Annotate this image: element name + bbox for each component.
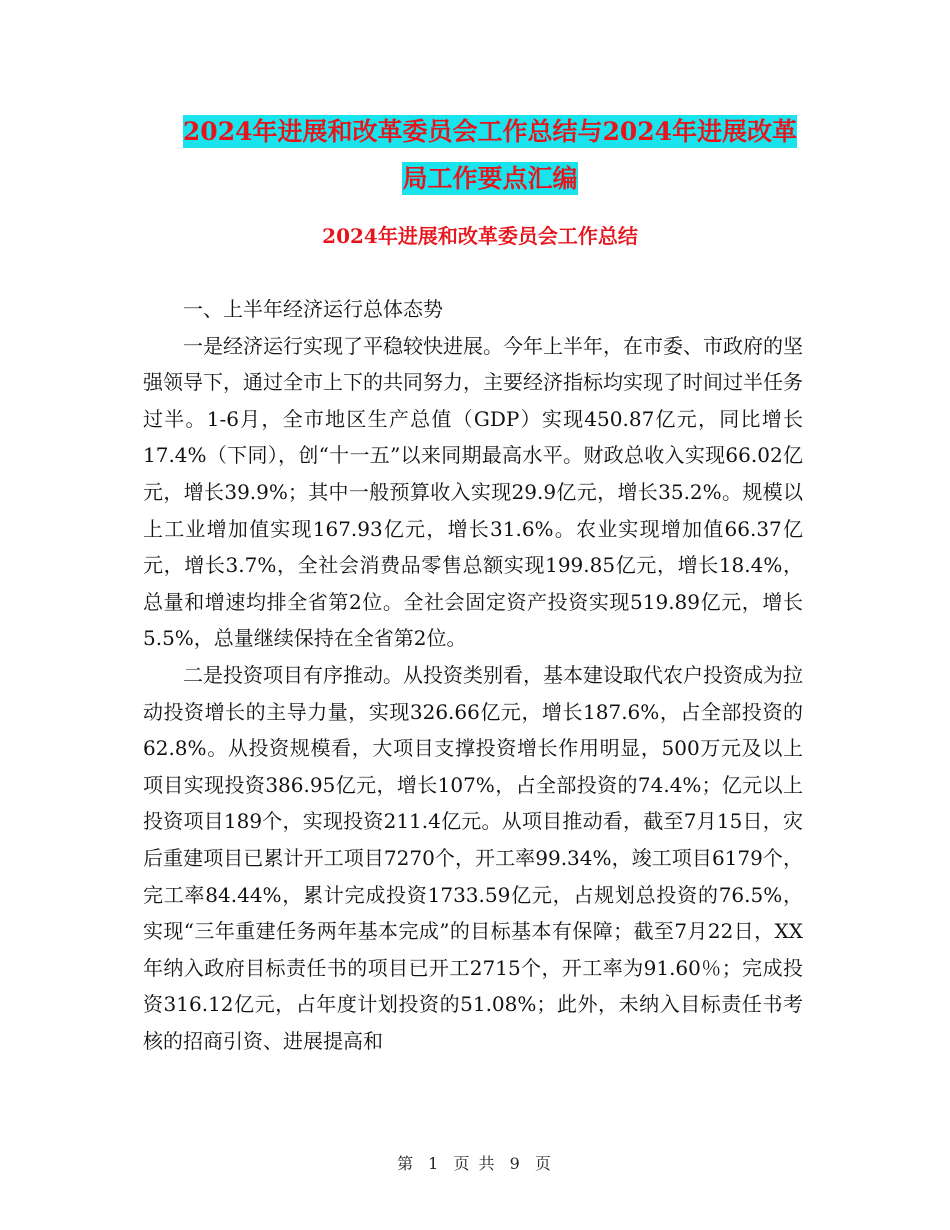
footer-total-pages: 9 [509, 1154, 522, 1173]
document-title [140, 108, 840, 202]
section-title: 2024年进展和改革委员会工作总结 [322, 224, 638, 248]
footer-page-number: 1 [428, 1154, 441, 1173]
title-line-1: 2024年进展和改革委员会工作总结与2024年进展改革 [182, 117, 798, 146]
page-footer [0, 1153, 950, 1175]
footer-suffix: 页 [534, 1154, 553, 1173]
body-text [143, 291, 803, 1059]
paragraph-heading: 一、上半年经济运行总体态势 [183, 297, 443, 321]
paragraph-economy: 一是经济运行实现了平稳较快进展。今年上半年，在市委、市政府的坚强领导下，通过全市上下的共同努力，主要经济指标均实现了时间过半任务过半。1-6月，全市地区生产总值（GDP）实现450.87亿元，同比增长17.4%（下同），创“十一五”以来同期最高水平。财政总收入实现66.02亿元，增长39.9%；其中一般预算收入实现29.9亿元，增长35.2%。规模以上工业增加值实现167.93亿元，增长31.6%。农业实现增加值66.37亿元，增长3.7%，全社会消费品零售总额实现199.85亿元，增长18.4%，总量和增速均排全省第2位。全社会固定资产投资实现519.89亿元，增长5.5%，总量继续保持在全省第2位。 [143, 333, 803, 651]
paragraph-investment: 二是投资项目有序推动。从投资类别看，基本建设取代农户投资成为拉动投资增长的主导力量，实现326.66亿元，增长187.6%，占全部投资的62.8%。从投资规模看，大项目支撑投资增长作用明显，500万元及以上项目实现投资386.95亿元，增长107%，占全部投资的74.4%；亿元以上投资项目189个，实现投资211.4亿元。从项目推动看，截至7月15日，灾后重建项目已累计开工项目7270个，开工率99.34%，竣工项目6179个，完工率84.44%，累计完成投资1733.59亿元，占规划总投资的76.5%，实现“三年重建任务两年基本完成”的目标基本有保障；截至7月22日，XX年纳入政府目标责任书的项目已开工2715个，开工率为91.60％；完成投资316.12亿元，占年度计划投资的51.08%；此外，未纳入目标责任书考核的招商引资、进展提高和 [143, 662, 803, 1053]
footer-middle: 页 共 [453, 1154, 497, 1173]
title-line-2: 局工作要点汇编 [402, 164, 578, 193]
footer-prefix: 第 [397, 1154, 416, 1173]
